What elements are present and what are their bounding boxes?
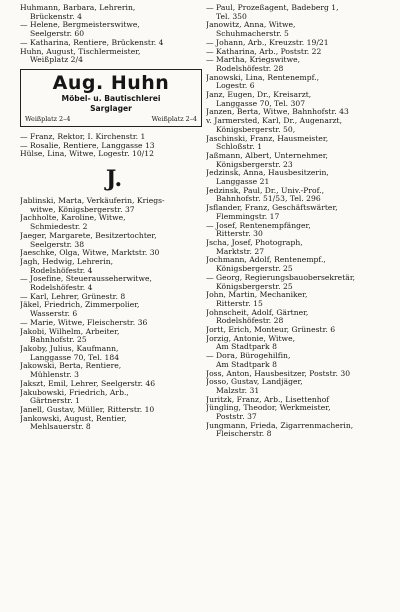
directory-entry — [20, 39, 208, 48]
directory-entry — [206, 222, 394, 239]
entry-continuation: Ritterstr. 15 — [216, 298, 263, 308]
directory-entry — [206, 370, 394, 379]
entry-line: Jochmann, Adolf, Rentenempf., — [206, 256, 326, 265]
entry-line: — Paul, Prozeßagent, Badeberg 1, — [206, 4, 339, 12]
directory-entry — [20, 415, 208, 432]
entry-line: v. Jarmersted, Karl, Dr., Augenarzt, — [206, 117, 343, 126]
ad-company-name: Aug. Huhn — [52, 71, 170, 94]
left-column — [20, 4, 208, 432]
entry-continuation: Flemmingstr. 17 — [216, 211, 280, 221]
entry-line: — Georg, Regierungsbauobersekretär, — [206, 273, 356, 282]
directory-entry — [20, 258, 208, 275]
entry-line: Jaschinski, Franz, Hausmeister, — [206, 134, 329, 143]
entry-line: — Katharina, Rentiere, Brückenstr. 4 — [20, 38, 164, 47]
directory-entry — [20, 197, 208, 214]
entry-continuation: Langgasse 70, Tel. 307 — [216, 98, 306, 108]
entry-line: Jäkel, Friedrich, Zimmerpolier, — [20, 301, 140, 310]
directory-entry — [206, 326, 394, 335]
entry-continuation: Bahnhofstr. 51/53, Tel. 296 — [216, 194, 321, 204]
directory-entry — [206, 117, 394, 134]
entry-line: Jaeschke, Olga, Witwe, Marktstr. 30 — [20, 249, 160, 258]
entry-line: Janzen, Berta, Witwe, Bahnhofstr. 43 — [206, 108, 349, 117]
entry-continuation: Poststr. 37 — [216, 412, 257, 422]
directory-entry — [206, 335, 394, 352]
directory-entry — [20, 328, 208, 345]
entry-line: Huhmann, Barbara, Lehrerin, — [20, 4, 136, 12]
entry-line: Janz, Eugen, Dr., Kreisarzt, — [206, 91, 312, 100]
ad-store: Sarglager — [90, 103, 132, 113]
directory-entry — [20, 21, 208, 38]
entry-continuation: Wasserstr. 6 — [30, 309, 78, 319]
directory-entry — [20, 362, 208, 379]
directory-entry — [20, 150, 208, 159]
entry-line: Jablinski, Marta, Verkäuferin, Kriegs- — [20, 197, 165, 206]
entry-line: Janell, Gustav, Müller, Ritterstr. 10 — [20, 405, 155, 414]
entry-continuation: Königsbergerstr. 23 — [216, 159, 293, 169]
directory-entry — [20, 293, 208, 302]
entry-line: Jakoby, Julius, Kaufmann, — [20, 344, 119, 353]
entry-line: Jachholte, Karoline, Witwe, — [20, 214, 126, 223]
directory-entry — [206, 422, 394, 439]
advertisement-box — [20, 69, 202, 127]
directory-entry — [206, 352, 394, 369]
entry-line: Jsflander, Franz, Geschäftswärter, — [206, 204, 338, 213]
directory-entry — [206, 4, 394, 21]
entry-line: — Martha, Kriegswitwe, — [206, 56, 301, 65]
entry-continuation: Am Stadtpark 8 — [216, 342, 277, 352]
entry-line: Josso, Gustav, Landjäger, — [206, 378, 303, 387]
entry-continuation: Schmiedestr. 2 — [30, 222, 88, 232]
entry-line: Jakubowski, Friedrich, Arb., — [20, 388, 129, 397]
entry-continuation: Rodelshöfestr. 28 — [216, 63, 284, 73]
directory-entry — [206, 204, 394, 221]
entry-continuation: Marktstr. 27 — [216, 246, 265, 256]
entry-line: Juritzk, Franz, Arb., Lisettenhof — [206, 395, 330, 404]
entry-line: — Dora, Bürogehilfin, — [206, 352, 291, 361]
entry-continuation: witwe, Königsbergerstr. 37 — [30, 204, 135, 214]
entry-continuation: Weißplatz 2/4 — [30, 55, 83, 65]
entry-line: — Katharina, Arb., Poststr. 22 — [206, 47, 322, 56]
directory-entry — [20, 275, 208, 292]
entry-continuation: Rodelshöfestr. 4 — [30, 265, 93, 275]
entry-continuation: Mühlenstr. 3 — [30, 370, 80, 380]
entry-continuation: Mehlsauerstr. 8 — [30, 422, 91, 432]
entry-line: — Helene, Bergmeisterswitwe, — [20, 21, 140, 30]
entry-line: Jagh, Hedwig, Lehrerin, — [20, 257, 114, 266]
entry-line: Joss, Anton, Hausbesitzer, Poststr. 30 — [206, 369, 351, 378]
ad-trade: Möbel- u. Bautischlerei — [61, 93, 161, 103]
entry-line: — Karl, Lehrer, Grünestr. 8 — [20, 292, 126, 301]
directory-entry — [20, 301, 208, 318]
entry-line: — Franz, Rektor, I. Kirchenstr. 1 — [20, 132, 146, 141]
entry-continuation: Seelgerstr. 60 — [30, 29, 85, 39]
directory-entry — [20, 380, 208, 389]
directory-entry — [20, 345, 208, 362]
entry-continuation: Seelgerstr. 38 — [30, 239, 85, 249]
directory-entry — [20, 142, 208, 151]
entry-continuation: Fleischerstr. 8 — [216, 429, 272, 439]
directory-entry — [206, 404, 394, 421]
entry-continuation: Brückenstr. 4 — [30, 11, 83, 21]
directory-entry — [206, 135, 394, 152]
entry-line: Jakobi, Wilhelm, Arbeiter, — [20, 327, 120, 336]
entry-line: Jaeger, Margarete, Besitzertochter, — [20, 231, 157, 240]
directory-entry — [206, 39, 394, 48]
directory-entry — [206, 21, 394, 38]
entries-right — [206, 4, 394, 439]
entry-line: Huhn, August, Tischlermeister, — [20, 47, 141, 56]
entry-continuation: Malzstr. 31 — [216, 385, 260, 395]
entry-continuation: Tel. 350 — [216, 11, 247, 21]
entry-line: Jakszt, Emil, Lehrer, Seelgerstr. 46 — [20, 379, 156, 388]
directory-entry — [206, 152, 394, 169]
directory-entry — [20, 232, 208, 249]
directory-entry — [206, 239, 394, 256]
entry-line: Jungmann, Frieda, Zigarrenmacherin, — [206, 421, 354, 430]
entry-continuation: Königsbergerstr. 25 — [216, 281, 293, 291]
directory-entry — [206, 274, 394, 291]
directory-entry — [206, 396, 394, 405]
section-letter: J. — [105, 166, 123, 193]
entry-line: Jüngling, Theodor, Werkmeister, — [206, 404, 331, 413]
directory-entry — [20, 48, 208, 65]
entry-continuation: Schloßstr. 1 — [216, 142, 263, 152]
entry-continuation: Ritterstr. 30 — [216, 229, 263, 239]
entry-continuation: Bahnhofstr. 25 — [30, 335, 87, 345]
directory-entry — [206, 291, 394, 308]
directory-entry — [20, 249, 208, 258]
directory-entry — [206, 48, 394, 57]
entry-line: Johnscheit, Adolf, Gärtner, — [206, 308, 309, 317]
entry-line: Jakowski, Berta, Rentiere, — [20, 362, 122, 371]
directory-entry — [206, 256, 394, 273]
entry-line: Hülse, Lina, Witwe, Logestr. 10/12 — [20, 150, 154, 159]
entries-left-bottom — [20, 197, 208, 432]
entry-line: Jankowski, August, Rentier, — [20, 414, 127, 423]
entry-continuation: Rodelshöfestr. 4 — [30, 283, 93, 293]
ad-footer — [25, 115, 197, 123]
directory-entry — [206, 56, 394, 73]
entry-continuation: Logestr. 6 — [216, 81, 255, 91]
entry-line: — Marie, Witwe, Fleischerstr. 36 — [20, 318, 148, 327]
entry-line: Jedzinsk, Anna, Hausbesitzerin, — [206, 169, 329, 178]
entry-continuation: Schuhmacherstr. 5 — [216, 29, 289, 39]
entry-continuation: Gärtnerstr. 1 — [30, 396, 80, 406]
directory-entry — [206, 378, 394, 395]
entry-continuation: Langgasse 21 — [216, 177, 270, 187]
directory-entry — [206, 74, 394, 91]
entry-line: — Josefine, Steuerausseherwitwe, — [20, 275, 152, 284]
entry-line: — Rosalie, Rentiere, Langgasse 13 — [20, 141, 155, 150]
entry-line: John, Martin, Mechaniker, — [206, 291, 308, 300]
directory-entry — [20, 133, 208, 142]
ad-address-left: Weißplatz 2–4 — [25, 114, 71, 123]
ad-address-right: Weißplatz 2–4 — [151, 114, 197, 123]
directory-entry — [206, 91, 394, 108]
directory-entry — [20, 319, 208, 328]
entry-line: — Josef, Rentenempfänger, — [206, 221, 311, 230]
directory-entry — [206, 108, 394, 117]
directory-entry — [20, 4, 208, 21]
entry-line: Jscha, Josef, Photograph, — [206, 238, 303, 247]
right-column — [206, 4, 394, 439]
entry-line: Jaßmann, Albert, Unternehmer, — [206, 151, 328, 160]
entry-continuation: Am Stadtpark 8 — [216, 359, 277, 369]
entry-continuation: Langgasse 70, Tel. 184 — [30, 352, 120, 362]
directory-entry — [206, 309, 394, 326]
entry-line: Janowitz, Anna, Witwe, — [206, 21, 296, 30]
entry-line: Jorzig, Antonie, Witwe, — [206, 334, 296, 343]
directory-entry — [20, 214, 208, 231]
entry-line: Janowski, Lina, Rentenempf., — [206, 73, 320, 82]
directory-entry — [20, 389, 208, 406]
entry-continuation: Königsbergerstr. 25 — [216, 264, 293, 274]
entry-continuation: Königsbergerstr. 50, — [216, 124, 296, 134]
entries-left-top — [20, 4, 208, 65]
directory-entry — [206, 169, 394, 186]
entries-left-mid — [20, 133, 208, 159]
entry-line: — Johann, Arb., Kreuzstr. 19/21 — [206, 38, 329, 47]
directory-entry — [20, 406, 208, 415]
entry-line: Jortt, Erich, Monteur, Grünestr. 6 — [206, 326, 336, 335]
entry-continuation: Rodelshöfestr. 28 — [216, 316, 284, 326]
entry-line: Jedzinsk, Paul, Dr., Univ.-Prof., — [206, 186, 325, 195]
directory-entry — [206, 187, 394, 204]
